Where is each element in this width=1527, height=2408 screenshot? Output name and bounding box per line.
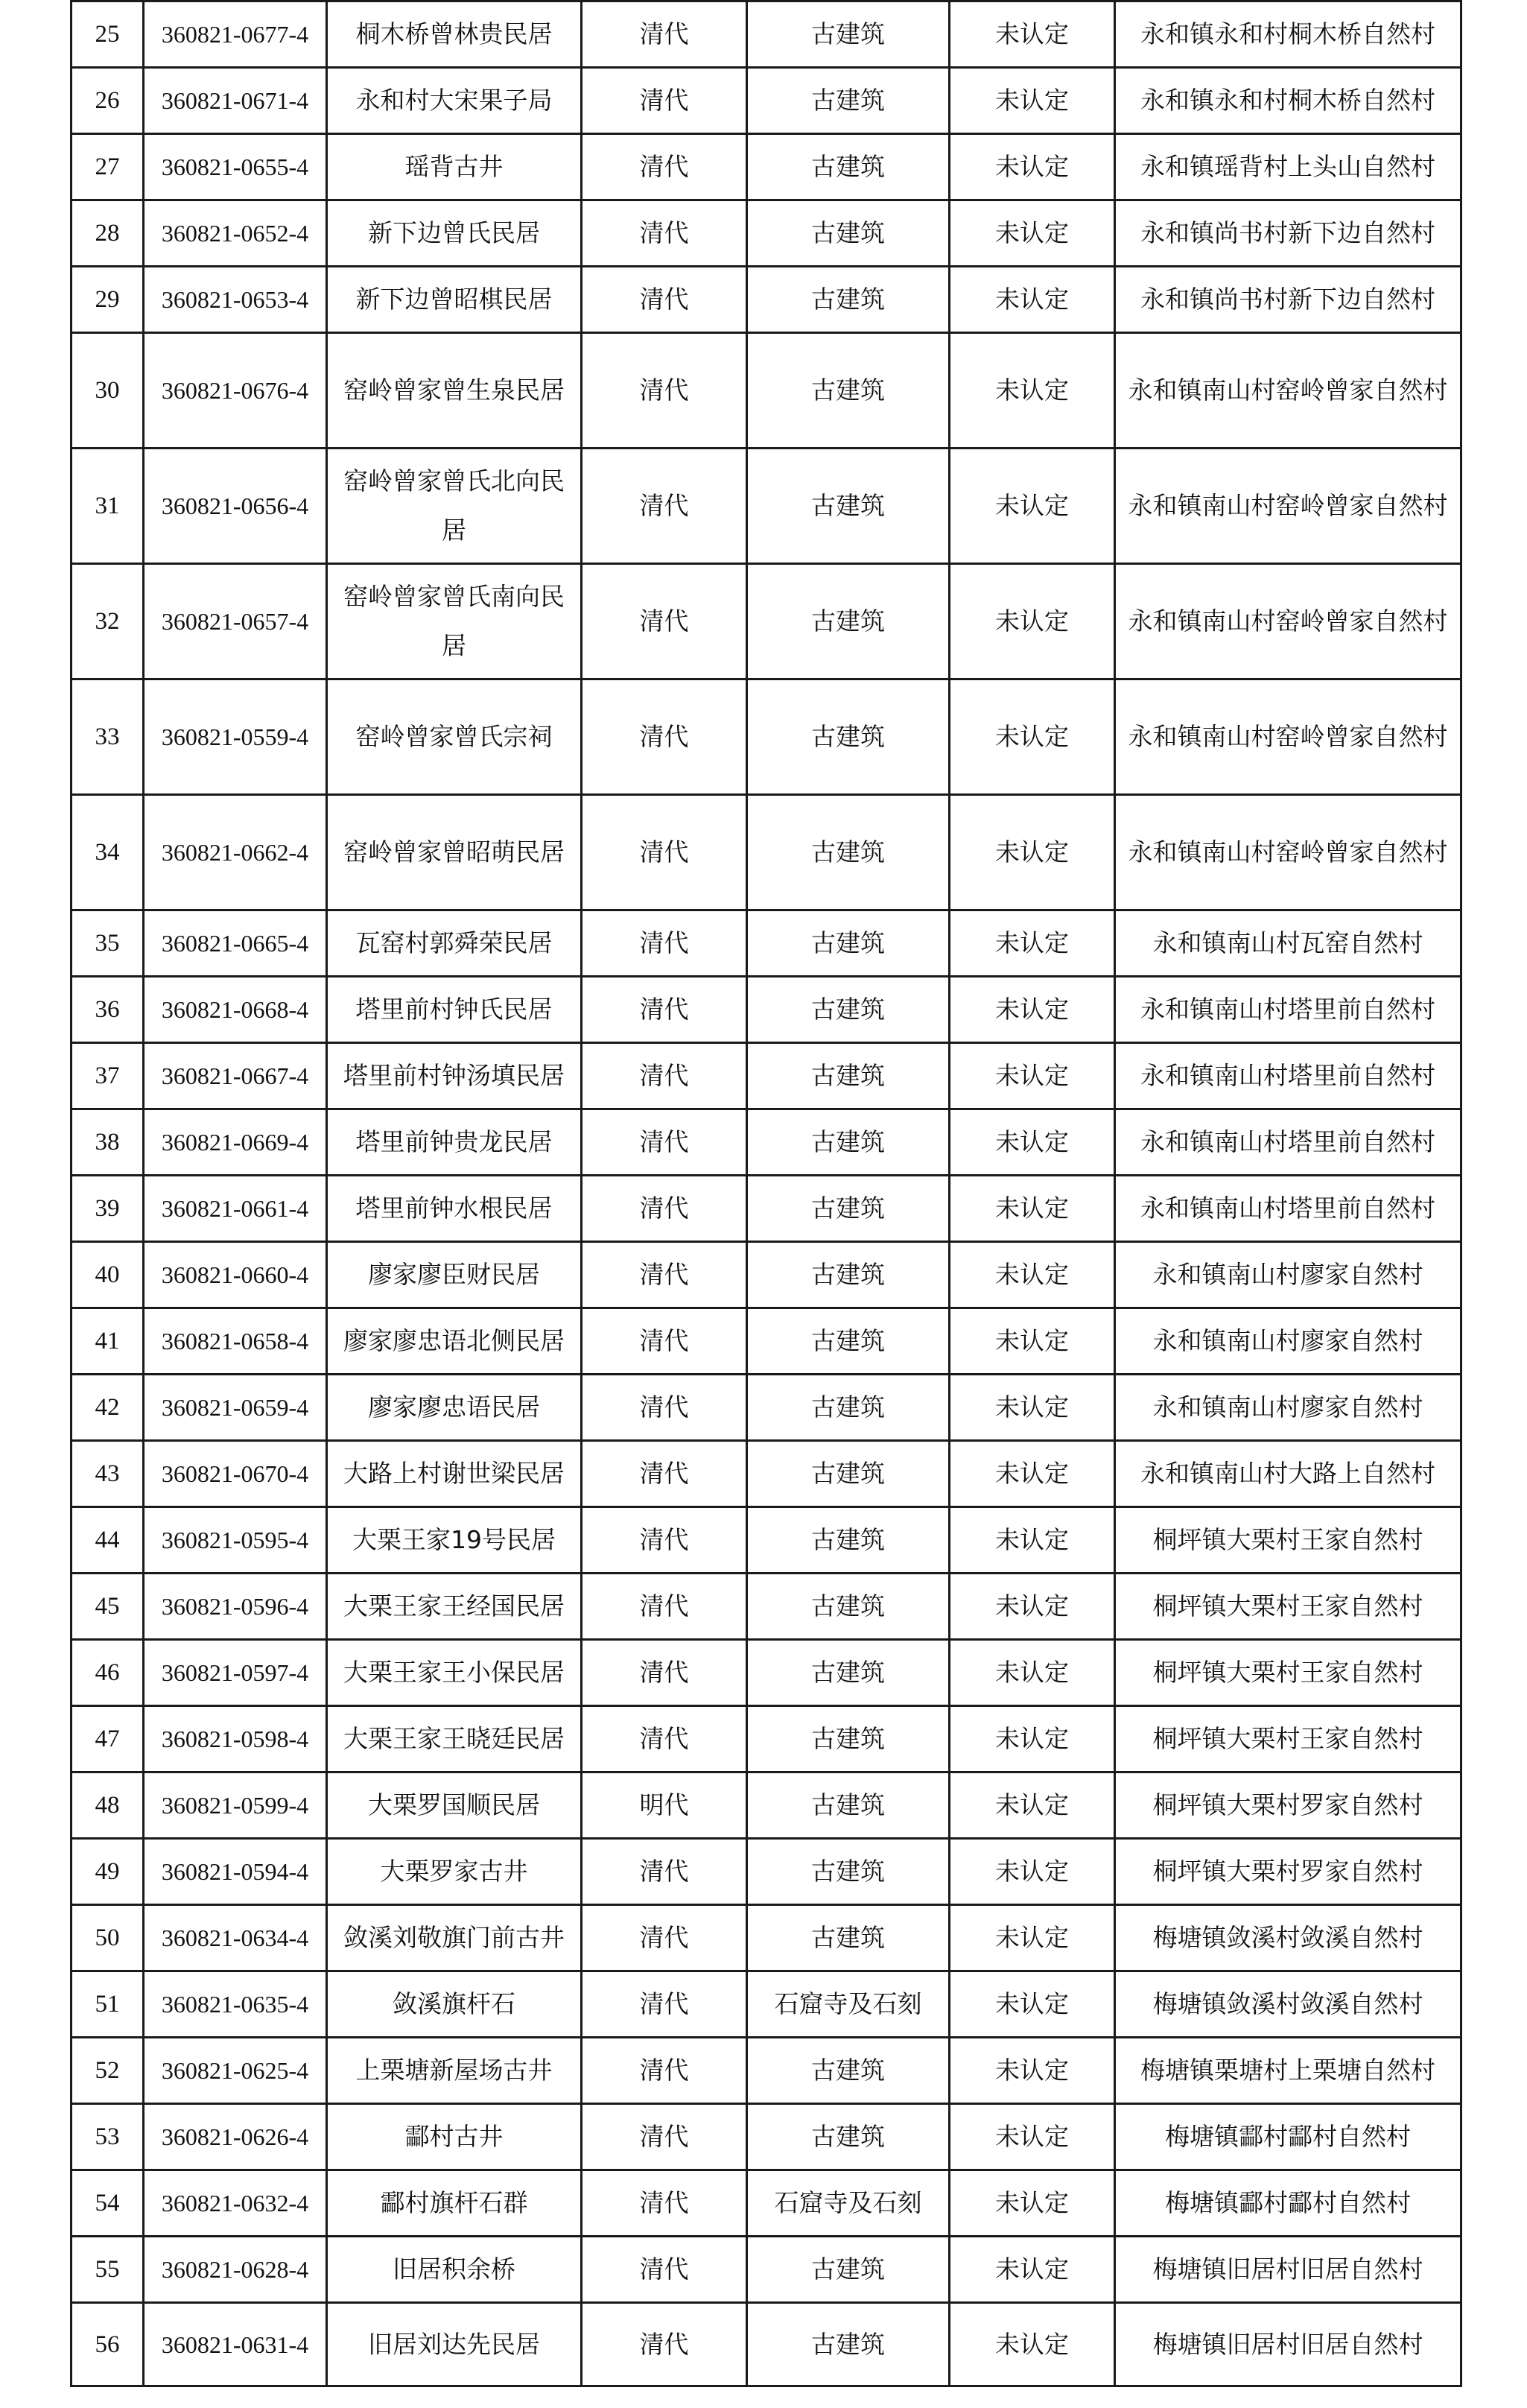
cell-name: 廖家廖臣财民居 <box>327 1242 582 1308</box>
cell-era: 清代 <box>582 449 747 564</box>
cell-location: 永和镇永和村桐木桥自然村 <box>1115 68 1461 134</box>
cell-era: 清代 <box>582 1109 747 1176</box>
cell-name: 窑岭曾家曾氏宗祠 <box>327 679 582 795</box>
table-row <box>72 1574 1461 1640</box>
cell-number: 48 <box>72 1772 144 1839</box>
cell-code: 360821-0662-4 <box>144 795 327 910</box>
cell-code: 360821-0670-4 <box>144 1441 327 1507</box>
cell-number: 56 <box>72 2303 144 2386</box>
cell-category: 古建筑 <box>747 134 950 200</box>
cell-status: 未认定 <box>950 2237 1115 2303</box>
cell-status: 未认定 <box>950 2170 1115 2237</box>
cell-era: 清代 <box>582 267 747 333</box>
cell-code: 360821-0596-4 <box>144 1574 327 1640</box>
table-row <box>72 134 1461 200</box>
cell-era: 清代 <box>582 679 747 795</box>
cell-status: 未认定 <box>950 1 1115 68</box>
cell-era: 清代 <box>582 333 747 449</box>
cell-category: 古建筑 <box>747 910 950 977</box>
cell-status: 未认定 <box>950 1375 1115 1441</box>
cell-number: 52 <box>72 2038 144 2104</box>
cell-status: 未认定 <box>950 679 1115 795</box>
cell-era: 清代 <box>582 2104 747 2170</box>
cell-name: 永和村大宋果子局 <box>327 68 582 134</box>
table-row <box>72 977 1461 1043</box>
cell-code: 360821-0656-4 <box>144 449 327 564</box>
cell-category: 石窟寺及石刻 <box>747 1971 950 2038</box>
table-row <box>72 1772 1461 1839</box>
cell-status: 未认定 <box>950 68 1115 134</box>
cell-status: 未认定 <box>950 1308 1115 1375</box>
cell-name: 敛溪刘敬旗门前古井 <box>327 1905 582 1971</box>
cell-name: 大栗王家王晓廷民居 <box>327 1706 582 1772</box>
cell-status: 未认定 <box>950 1772 1115 1839</box>
table-row <box>72 1839 1461 1905</box>
cell-number: 27 <box>72 134 144 200</box>
cell-status: 未认定 <box>950 2303 1115 2386</box>
table-row <box>72 1242 1461 1308</box>
cell-era: 清代 <box>582 564 747 679</box>
cell-code: 360821-0677-4 <box>144 1 327 68</box>
cell-code: 360821-0667-4 <box>144 1043 327 1109</box>
cell-era: 清代 <box>582 1375 747 1441</box>
cell-location: 梅塘镇栗塘村上栗塘自然村 <box>1115 2038 1461 2104</box>
cell-code: 360821-0661-4 <box>144 1176 327 1242</box>
cell-category: 古建筑 <box>747 2038 950 2104</box>
cell-era: 清代 <box>582 1176 747 1242</box>
cell-number: 32 <box>72 564 144 679</box>
cell-category: 古建筑 <box>747 333 950 449</box>
table-row <box>72 910 1461 977</box>
cell-code: 360821-0671-4 <box>144 68 327 134</box>
cell-number: 36 <box>72 977 144 1043</box>
cell-number: 31 <box>72 449 144 564</box>
cell-location: 永和镇南山村窑岭曾家自然村 <box>1115 449 1461 564</box>
cell-location: 桐坪镇大栗村王家自然村 <box>1115 1706 1461 1772</box>
cell-category: 古建筑 <box>747 1109 950 1176</box>
cell-era: 清代 <box>582 2038 747 2104</box>
table-row <box>72 267 1461 333</box>
table-row <box>72 2237 1461 2303</box>
cell-category: 古建筑 <box>747 1176 950 1242</box>
cell-location: 桐坪镇大栗村王家自然村 <box>1115 1507 1461 1574</box>
table-row <box>72 333 1461 449</box>
cell-status: 未认定 <box>950 1706 1115 1772</box>
table-row <box>72 1043 1461 1109</box>
cell-location: 永和镇南山村廖家自然村 <box>1115 1375 1461 1441</box>
cell-number: 43 <box>72 1441 144 1507</box>
cell-status: 未认定 <box>950 795 1115 910</box>
cell-location: 桐坪镇大栗村王家自然村 <box>1115 1640 1461 1706</box>
table-row <box>72 2170 1461 2237</box>
cell-status: 未认定 <box>950 1043 1115 1109</box>
cell-category: 古建筑 <box>747 1308 950 1375</box>
cell-code: 360821-0599-4 <box>144 1772 327 1839</box>
cell-number: 37 <box>72 1043 144 1109</box>
table-row <box>72 564 1461 679</box>
cell-status: 未认定 <box>950 2104 1115 2170</box>
cell-status: 未认定 <box>950 134 1115 200</box>
cell-category: 古建筑 <box>747 1839 950 1905</box>
cell-category: 古建筑 <box>747 1043 950 1109</box>
cell-code: 360821-0659-4 <box>144 1375 327 1441</box>
cell-location: 永和镇瑶背村上头山自然村 <box>1115 134 1461 200</box>
table-row <box>72 1706 1461 1772</box>
cell-location: 永和镇南山村瓦窑自然村 <box>1115 910 1461 977</box>
table-row <box>72 1971 1461 2038</box>
cell-name: 塔里前村钟氏民居 <box>327 977 582 1043</box>
cell-name: 酃村旗杆石群 <box>327 2170 582 2237</box>
cell-status: 未认定 <box>950 1640 1115 1706</box>
cell-category: 古建筑 <box>747 564 950 679</box>
cell-code: 360821-0597-4 <box>144 1640 327 1706</box>
cell-name: 酃村古井 <box>327 2104 582 2170</box>
cell-status: 未认定 <box>950 1109 1115 1176</box>
cell-code: 360821-0631-4 <box>144 2303 327 2386</box>
cell-number: 47 <box>72 1706 144 1772</box>
cell-location: 永和镇南山村大路上自然村 <box>1115 1441 1461 1507</box>
cell-era: 清代 <box>582 2170 747 2237</box>
cell-name: 大栗王家19号民居 <box>327 1507 582 1574</box>
cell-code: 360821-0676-4 <box>144 333 327 449</box>
cell-code: 360821-0626-4 <box>144 2104 327 2170</box>
cell-era: 清代 <box>582 1640 747 1706</box>
cell-code: 360821-0594-4 <box>144 1839 327 1905</box>
cell-era: 清代 <box>582 2237 747 2303</box>
cell-category: 古建筑 <box>747 1772 950 1839</box>
cell-era: 清代 <box>582 1706 747 1772</box>
cell-name: 旧居积余桥 <box>327 2237 582 2303</box>
cell-location: 桐坪镇大栗村罗家自然村 <box>1115 1839 1461 1905</box>
cell-location: 永和镇尚书村新下边自然村 <box>1115 200 1461 267</box>
cell-code: 360821-0635-4 <box>144 1971 327 2038</box>
cell-number: 54 <box>72 2170 144 2237</box>
cell-era: 清代 <box>582 2303 747 2386</box>
cell-code: 360821-0625-4 <box>144 2038 327 2104</box>
cell-name: 窑岭曾家曾氏北向民居 <box>327 449 582 564</box>
cell-status: 未认定 <box>950 977 1115 1043</box>
cell-era: 明代 <box>582 1772 747 1839</box>
cell-category: 石窟寺及石刻 <box>747 2170 950 2237</box>
cell-status: 未认定 <box>950 200 1115 267</box>
cell-number: 28 <box>72 200 144 267</box>
cell-category: 古建筑 <box>747 977 950 1043</box>
cell-category: 古建筑 <box>747 679 950 795</box>
cell-era: 清代 <box>582 134 747 200</box>
cell-location: 永和镇尚书村新下边自然村 <box>1115 267 1461 333</box>
cell-number: 30 <box>72 333 144 449</box>
cell-category: 古建筑 <box>747 1507 950 1574</box>
table-row <box>72 68 1461 134</box>
cell-name: 旧居刘达先民居 <box>327 2303 582 2386</box>
cell-name: 瓦窑村郭舜荣民居 <box>327 910 582 977</box>
cell-number: 51 <box>72 1971 144 2038</box>
cell-status: 未认定 <box>950 1176 1115 1242</box>
cell-code: 360821-0657-4 <box>144 564 327 679</box>
cell-location: 永和镇南山村窑岭曾家自然村 <box>1115 679 1461 795</box>
cell-location: 永和镇南山村窑岭曾家自然村 <box>1115 795 1461 910</box>
cell-era: 清代 <box>582 1839 747 1905</box>
cell-name: 廖家廖忠语民居 <box>327 1375 582 1441</box>
cell-era: 清代 <box>582 1905 747 1971</box>
cell-code: 360821-0653-4 <box>144 267 327 333</box>
cell-era: 清代 <box>582 1507 747 1574</box>
table-body <box>72 1 1461 2386</box>
cell-era: 清代 <box>582 1971 747 2038</box>
cell-code: 360821-0595-4 <box>144 1507 327 1574</box>
cell-category: 古建筑 <box>747 68 950 134</box>
cell-status: 未认定 <box>950 267 1115 333</box>
cell-location: 梅塘镇敛溪村敛溪自然村 <box>1115 1971 1461 2038</box>
cell-name: 塔里前村钟汤填民居 <box>327 1043 582 1109</box>
cell-number: 42 <box>72 1375 144 1441</box>
heritage-sites-table <box>70 0 1462 2387</box>
cell-code: 360821-0658-4 <box>144 1308 327 1375</box>
cell-code: 360821-0632-4 <box>144 2170 327 2237</box>
cell-category: 古建筑 <box>747 2104 950 2170</box>
cell-number: 25 <box>72 1 144 68</box>
table-row <box>72 449 1461 564</box>
cell-category: 古建筑 <box>747 2237 950 2303</box>
table-row <box>72 1 1461 68</box>
cell-number: 44 <box>72 1507 144 1574</box>
cell-status: 未认定 <box>950 1839 1115 1905</box>
cell-name: 上栗塘新屋场古井 <box>327 2038 582 2104</box>
cell-name: 窑岭曾家曾昭萌民居 <box>327 795 582 910</box>
cell-era: 清代 <box>582 1043 747 1109</box>
cell-name: 塔里前钟贵龙民居 <box>327 1109 582 1176</box>
cell-name: 窑岭曾家曾氏南向民居 <box>327 564 582 679</box>
table-row <box>72 795 1461 910</box>
cell-number: 34 <box>72 795 144 910</box>
table-row <box>72 1441 1461 1507</box>
table-row <box>72 1176 1461 1242</box>
cell-status: 未认定 <box>950 449 1115 564</box>
cell-number: 49 <box>72 1839 144 1905</box>
cell-category: 古建筑 <box>747 1640 950 1706</box>
cell-location: 永和镇南山村塔里前自然村 <box>1115 977 1461 1043</box>
cell-name: 桐木桥曾林贵民居 <box>327 1 582 68</box>
cell-category: 古建筑 <box>747 2303 950 2386</box>
cell-number: 53 <box>72 2104 144 2170</box>
table-row <box>72 1109 1461 1176</box>
cell-status: 未认定 <box>950 1242 1115 1308</box>
cell-status: 未认定 <box>950 1905 1115 1971</box>
cell-name: 大路上村谢世梁民居 <box>327 1441 582 1507</box>
table-row <box>72 2303 1461 2386</box>
cell-era: 清代 <box>582 68 747 134</box>
cell-code: 360821-0628-4 <box>144 2237 327 2303</box>
cell-category: 古建筑 <box>747 1242 950 1308</box>
table-row <box>72 1640 1461 1706</box>
cell-category: 古建筑 <box>747 267 950 333</box>
cell-era: 清代 <box>582 200 747 267</box>
cell-name: 大栗王家王经国民居 <box>327 1574 582 1640</box>
table-row <box>72 2038 1461 2104</box>
cell-code: 360821-0652-4 <box>144 200 327 267</box>
cell-name: 大栗罗家古井 <box>327 1839 582 1905</box>
cell-number: 50 <box>72 1905 144 1971</box>
cell-number: 26 <box>72 68 144 134</box>
cell-number: 46 <box>72 1640 144 1706</box>
cell-era: 清代 <box>582 1242 747 1308</box>
cell-category: 古建筑 <box>747 1706 950 1772</box>
cell-status: 未认定 <box>950 564 1115 679</box>
cell-location: 梅塘镇酃村酃村自然村 <box>1115 2104 1461 2170</box>
cell-category: 古建筑 <box>747 1 950 68</box>
cell-name: 大栗王家王小保民居 <box>327 1640 582 1706</box>
cell-number: 40 <box>72 1242 144 1308</box>
cell-location: 永和镇南山村窑岭曾家自然村 <box>1115 564 1461 679</box>
cell-location: 永和镇永和村桐木桥自然村 <box>1115 1 1461 68</box>
cell-name: 瑶背古井 <box>327 134 582 200</box>
table-row <box>72 1905 1461 1971</box>
cell-era: 清代 <box>582 1 747 68</box>
table-row <box>72 2104 1461 2170</box>
cell-location: 桐坪镇大栗村王家自然村 <box>1115 1574 1461 1640</box>
cell-code: 360821-0660-4 <box>144 1242 327 1308</box>
cell-era: 清代 <box>582 1574 747 1640</box>
cell-status: 未认定 <box>950 1574 1115 1640</box>
cell-name: 新下边曾氏民居 <box>327 200 582 267</box>
cell-location: 永和镇南山村廖家自然村 <box>1115 1308 1461 1375</box>
cell-code: 360821-0665-4 <box>144 910 327 977</box>
cell-name: 新下边曾昭棋民居 <box>327 267 582 333</box>
cell-number: 45 <box>72 1574 144 1640</box>
cell-location: 梅塘镇敛溪村敛溪自然村 <box>1115 1905 1461 1971</box>
cell-location: 永和镇南山村塔里前自然村 <box>1115 1043 1461 1109</box>
cell-category: 古建筑 <box>747 1905 950 1971</box>
table-row <box>72 200 1461 267</box>
cell-category: 古建筑 <box>747 795 950 910</box>
cell-number: 35 <box>72 910 144 977</box>
cell-category: 古建筑 <box>747 449 950 564</box>
cell-category: 古建筑 <box>747 1441 950 1507</box>
cell-number: 39 <box>72 1176 144 1242</box>
cell-era: 清代 <box>582 795 747 910</box>
cell-era: 清代 <box>582 977 747 1043</box>
cell-number: 55 <box>72 2237 144 2303</box>
cell-name: 敛溪旗杆石 <box>327 1971 582 2038</box>
cell-location: 桐坪镇大栗村罗家自然村 <box>1115 1772 1461 1839</box>
cell-code: 360821-0669-4 <box>144 1109 327 1176</box>
cell-era: 清代 <box>582 1308 747 1375</box>
table-row <box>72 1308 1461 1375</box>
cell-name: 廖家廖忠语北侧民居 <box>327 1308 582 1375</box>
cell-number: 38 <box>72 1109 144 1176</box>
cell-code: 360821-0668-4 <box>144 977 327 1043</box>
cell-number: 29 <box>72 267 144 333</box>
table-row <box>72 1507 1461 1574</box>
cell-category: 古建筑 <box>747 1375 950 1441</box>
cell-code: 360821-0598-4 <box>144 1706 327 1772</box>
cell-category: 古建筑 <box>747 200 950 267</box>
cell-status: 未认定 <box>950 1441 1115 1507</box>
cell-location: 梅塘镇酃村酃村自然村 <box>1115 2170 1461 2237</box>
cell-name: 塔里前钟水根民居 <box>327 1176 582 1242</box>
cell-status: 未认定 <box>950 910 1115 977</box>
cell-name: 大栗罗国顺民居 <box>327 1772 582 1839</box>
cell-category: 古建筑 <box>747 1574 950 1640</box>
cell-code: 360821-0559-4 <box>144 679 327 795</box>
table-row <box>72 1375 1461 1441</box>
cell-status: 未认定 <box>950 2038 1115 2104</box>
cell-location: 梅塘镇旧居村旧居自然村 <box>1115 2303 1461 2386</box>
cell-status: 未认定 <box>950 1507 1115 1574</box>
cell-status: 未认定 <box>950 1971 1115 2038</box>
cell-era: 清代 <box>582 1441 747 1507</box>
cell-code: 360821-0655-4 <box>144 134 327 200</box>
cell-number: 41 <box>72 1308 144 1375</box>
cell-number: 33 <box>72 679 144 795</box>
cell-location: 永和镇南山村塔里前自然村 <box>1115 1176 1461 1242</box>
cell-code: 360821-0634-4 <box>144 1905 327 1971</box>
cell-name: 窑岭曾家曾生泉民居 <box>327 333 582 449</box>
table-row <box>72 679 1461 795</box>
cell-location: 永和镇南山村廖家自然村 <box>1115 1242 1461 1308</box>
cell-status: 未认定 <box>950 333 1115 449</box>
cell-era: 清代 <box>582 910 747 977</box>
cell-location: 永和镇南山村窑岭曾家自然村 <box>1115 333 1461 449</box>
cell-location: 永和镇南山村塔里前自然村 <box>1115 1109 1461 1176</box>
cell-location: 梅塘镇旧居村旧居自然村 <box>1115 2237 1461 2303</box>
